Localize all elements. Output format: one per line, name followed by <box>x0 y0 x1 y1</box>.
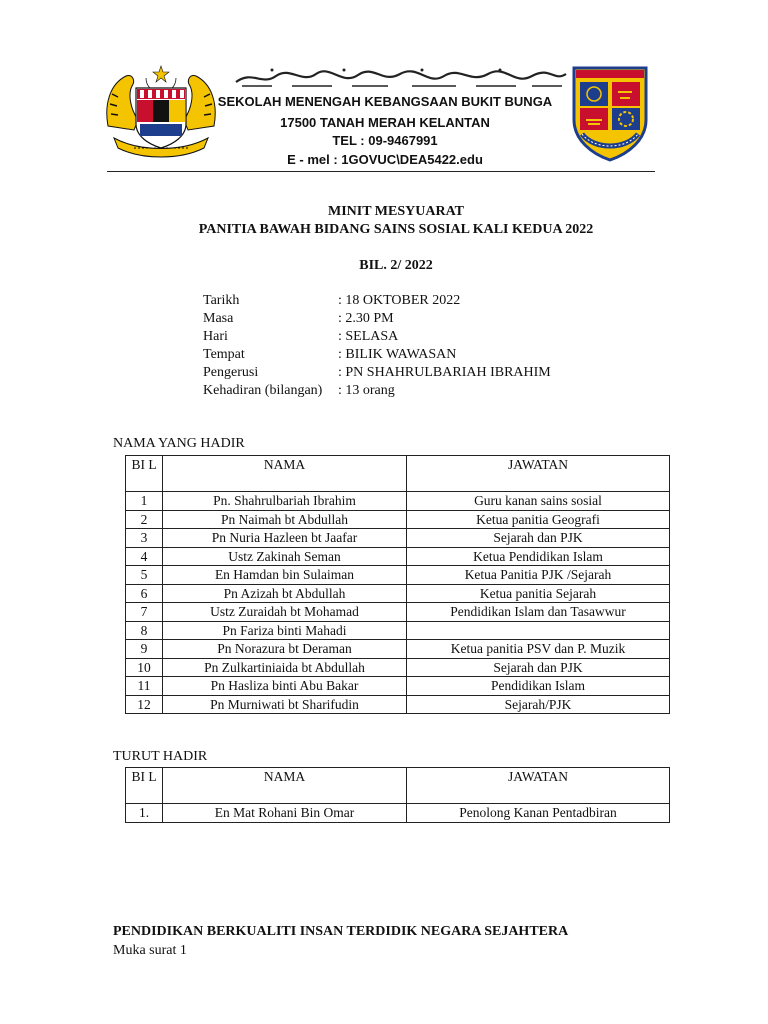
school-email: E - mel : 1GOVUC\DEA5422.edu <box>287 152 483 167</box>
cell-jawatan: Ketua Panitia PJK /Sejarah <box>407 566 670 585</box>
column-header-bil: BI L <box>126 456 163 492</box>
column-header-nama: NAMA <box>163 768 407 804</box>
detail-label: Hari <box>203 329 228 344</box>
cell-jawatan <box>407 621 670 640</box>
cell-bil: 11 <box>126 677 163 696</box>
attendees-table-body <box>126 492 670 714</box>
table-row <box>126 566 670 585</box>
column-header-jawatan: JAWATAN <box>407 456 670 492</box>
table-row <box>126 510 670 529</box>
cell-nama: Pn Nuria Hazleen bt Jaafar <box>163 529 407 548</box>
detail-value: : BILIK WAWASAN <box>338 347 457 362</box>
cell-bil: 9 <box>126 640 163 659</box>
cell-nama: Pn Zulkartiniaida bt Abdullah <box>163 658 407 677</box>
table-row <box>126 695 670 714</box>
cell-nama: Pn Azizah bt Abdullah <box>163 584 407 603</box>
cell-bil: 4 <box>126 547 163 566</box>
column-header-nama: NAMA <box>163 456 407 492</box>
cell-jawatan: Penolong Kanan Pentadbiran <box>407 804 670 823</box>
footer-motto: PENDIDIKAN BERKUALITI INSAN TERDIDIK NEGARA SEJAHTERA <box>113 924 569 939</box>
cell-bil: 2 <box>126 510 163 529</box>
table-row <box>126 804 670 823</box>
attendees-table <box>125 455 670 714</box>
also-present-table <box>125 767 670 823</box>
column-header-bil: BI L <box>126 768 163 804</box>
detail-label: Pengerusi <box>203 365 259 380</box>
cell-jawatan: Pendidikan Islam <box>407 677 670 696</box>
cell-nama: Pn Murniwati bt Sharifudin <box>163 695 407 714</box>
meeting-number: BIL. 2/ 2022 <box>359 258 433 273</box>
table-row <box>126 584 670 603</box>
cell-nama: Pn Naimah bt Abdullah <box>163 510 407 529</box>
cell-jawatan: Ketua panitia Sejarah <box>407 584 670 603</box>
cell-nama: Ustz Zakinah Seman <box>163 547 407 566</box>
detail-value: : 2.30 PM <box>338 311 394 326</box>
cell-bil: 5 <box>126 566 163 585</box>
detail-label: Tarikh <box>203 293 240 308</box>
also-present-section-title: TURUT HADIR <box>113 749 208 764</box>
cell-nama: Pn Fariza binti Mahadi <box>163 621 407 640</box>
column-header-jawatan: JAWATAN <box>407 768 670 804</box>
cell-bil: 12 <box>126 695 163 714</box>
cell-bil: 10 <box>126 658 163 677</box>
cell-nama: Pn Hasliza binti Abu Bakar <box>163 677 407 696</box>
cell-nama: En Hamdan bin Sulaiman <box>163 566 407 585</box>
table-row <box>126 547 670 566</box>
table-row <box>126 529 670 548</box>
table-row <box>126 677 670 696</box>
cell-bil: 6 <box>126 584 163 603</box>
cell-bil: 7 <box>126 603 163 622</box>
meeting-title: PANITIA BAWAH BIDANG SAINS SOSIAL KALI KEDUA 2022 <box>198 222 594 237</box>
table-header-row <box>126 456 670 492</box>
detail-value: : SELASA <box>338 329 399 344</box>
page-number: Muka surat 1 <box>113 943 187 958</box>
detail-value: : 13 orang <box>338 383 395 398</box>
cell-bil: 3 <box>126 529 163 548</box>
also-present-table-body <box>126 804 670 823</box>
cell-jawatan: Sejarah/PJK <box>407 695 670 714</box>
cell-jawatan: Pendidikan Islam dan Tasawwur <box>407 603 670 622</box>
cell-jawatan: Sejarah dan PJK <box>407 658 670 677</box>
cell-jawatan: Ketua panitia Geografi <box>407 510 670 529</box>
detail-label: Masa <box>203 311 234 326</box>
cell-bil: 8 <box>126 621 163 640</box>
cell-bil: 1. <box>126 804 163 823</box>
detail-label: Kehadiran (bilangan) <box>203 383 323 398</box>
detail-label: Tempat <box>203 347 245 362</box>
cell-nama: En Mat Rohani Bin Omar <box>163 804 407 823</box>
cell-nama: Pn Norazura bt Deraman <box>163 640 407 659</box>
school-crest-logo <box>570 64 650 162</box>
cell-nama: Pn. Shahrulbariah Ibrahim <box>163 492 407 511</box>
cell-jawatan: Ketua Pendidikan Islam <box>407 547 670 566</box>
document-title: MINIT MESYUARAT <box>328 204 464 219</box>
detail-value: : PN SHAHRULBARIAH IBRAHIM <box>338 365 551 380</box>
detail-value: : 18 OKTOBER 2022 <box>338 293 461 308</box>
attendees-section-title: NAMA YANG HADIR <box>113 436 245 451</box>
jawi-school-name-script <box>232 66 570 90</box>
school-name: SEKOLAH MENENGAH KEBANGSAAN BUKIT BUNGA <box>217 94 553 109</box>
cell-jawatan: Sejarah dan PJK <box>407 529 670 548</box>
cell-jawatan: Ketua panitia PSV dan P. Muzik <box>407 640 670 659</box>
school-address: 17500 TANAH MERAH KELANTAN <box>280 115 490 130</box>
cell-nama: Ustz Zuraidah bt Mohamad <box>163 603 407 622</box>
table-row <box>126 658 670 677</box>
cell-bil: 1 <box>126 492 163 511</box>
table-row <box>126 640 670 659</box>
header-divider <box>107 171 655 172</box>
school-phone: TEL : 09-9467991 <box>332 133 438 148</box>
cell-jawatan: Guru kanan sains sosial <box>407 492 670 511</box>
table-row <box>126 603 670 622</box>
table-row <box>126 621 670 640</box>
table-header-row <box>126 768 670 804</box>
table-row <box>126 492 670 511</box>
